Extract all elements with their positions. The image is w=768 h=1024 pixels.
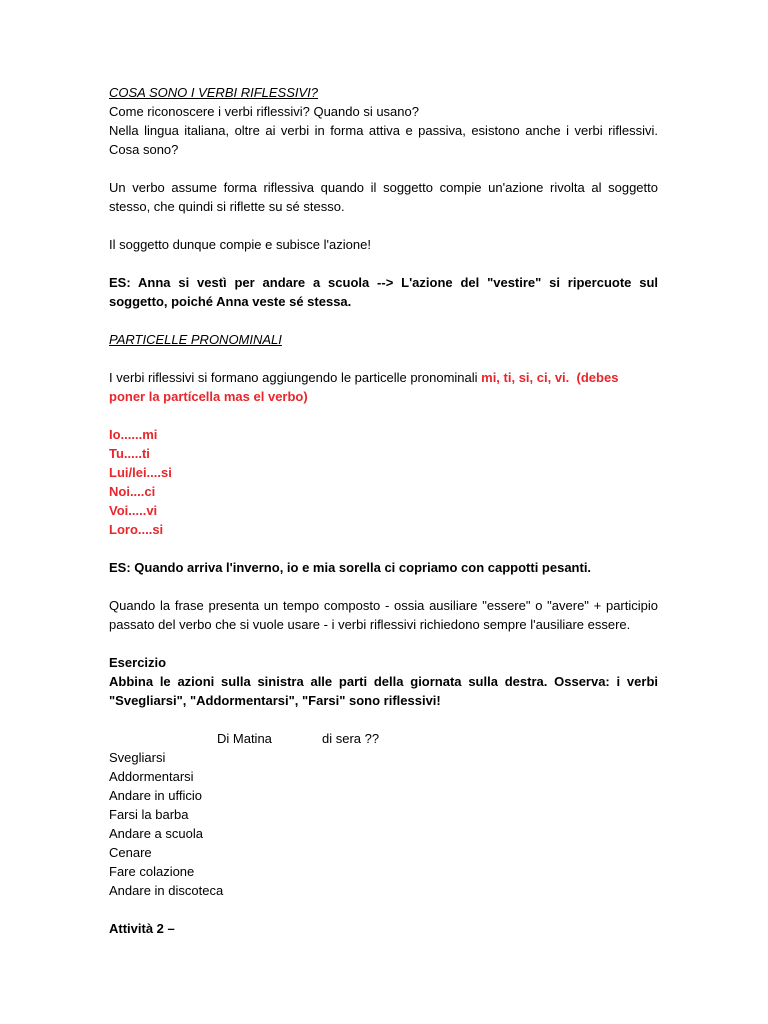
spacer bbox=[109, 539, 658, 558]
particles-text: I verbi riflessivi si formano aggiungendo le particelle pronominali bbox=[109, 370, 482, 385]
particles-list: mi, ti, si, ci, vi. bbox=[481, 370, 570, 385]
summary-line: Il soggetto dunque compie e subisce l'azione! bbox=[109, 237, 371, 252]
intro-paragraph: Nella lingua italiana, oltre ai verbi in forma attiva e passiva, esistono anche i verbi riflessivi. Cosa sono? bbox=[109, 123, 658, 157]
column-di-matina: Di Matina bbox=[217, 731, 272, 746]
pronoun-lui-lei: Lui/lei....si bbox=[109, 465, 172, 480]
exercise-item: Addormentarsi bbox=[109, 769, 194, 784]
exercise-item: Svegliarsi bbox=[109, 750, 166, 765]
exercise-item: Andare in discoteca bbox=[109, 883, 224, 898]
exercise-column-headers bbox=[109, 729, 658, 748]
pronoun-tu: Tu.....ti bbox=[109, 446, 150, 461]
compound-tense-paragraph: Quando la frase presenta un tempo composto - ossia ausiliare "essere" o "avere" + participio passato del verbo che si vuole usare - i verbi riflessivi richiedono sempre l'ausiliare essere. bbox=[109, 598, 658, 632]
exercise-item: Cenare bbox=[109, 845, 152, 860]
column-di-sera: di sera ?? bbox=[322, 731, 380, 746]
spacer bbox=[109, 159, 658, 178]
spacer bbox=[109, 710, 658, 729]
definition-paragraph: Un verbo assume forma riflessiva quando il soggetto compie un'azione rivolta al soggetto stesso, che quindi si riflette su sé stesso. bbox=[109, 180, 658, 214]
spacer bbox=[109, 254, 658, 273]
particles-note: (debes poner la partícella mas el verbo) bbox=[109, 370, 619, 404]
spacer bbox=[109, 577, 658, 596]
document-content bbox=[109, 83, 658, 938]
exercise-item: Farsi la barba bbox=[109, 807, 189, 822]
spacer bbox=[109, 634, 658, 653]
pronoun-loro: Loro....si bbox=[109, 522, 164, 537]
heading-verbi-riflessivi: COSA SONO I VERBI RIFLESSIVI? bbox=[109, 85, 319, 100]
pronoun-noi: Noi....ci bbox=[109, 484, 156, 499]
pronoun-voi: Voi.....vi bbox=[109, 503, 158, 518]
spacer bbox=[109, 311, 658, 330]
exercise-item: Andare in ufficio bbox=[109, 788, 202, 803]
intro-question: Come riconoscere i verbi riflessivi? Quando si usano? bbox=[109, 104, 419, 119]
exercise-item: Andare a scuola bbox=[109, 826, 203, 841]
exercise-instruction: Abbina le azioni sulla sinistra alle parti della giornata sulla destra. Osserva: i verbi "Svegliarsi", "Addormentarsi", "Farsi" sono riflessivi! bbox=[109, 674, 658, 708]
activity-title: Attività 2 – bbox=[109, 921, 175, 936]
spacer bbox=[109, 349, 658, 368]
spacer bbox=[109, 900, 658, 919]
pronoun-io: Io......mi bbox=[109, 427, 158, 442]
example-inverno: ES: Quando arriva l'inverno, io e mia sorella ci copriamo con cappotti pesanti. bbox=[109, 560, 592, 575]
exercise-item: Fare colazione bbox=[109, 864, 195, 879]
spacer bbox=[109, 216, 658, 235]
example-anna: ES: Anna si vestì per andare a scuola --> L'azione del "vestire" si ripercuote sul soggetto, poiché Anna veste sé stessa. bbox=[109, 275, 658, 309]
heading-particelle: PARTICELLE PRONOMINALI bbox=[109, 332, 282, 347]
exercise-title: Esercizio bbox=[109, 655, 167, 670]
spacer bbox=[109, 406, 658, 425]
particles-paragraph bbox=[109, 368, 658, 406]
